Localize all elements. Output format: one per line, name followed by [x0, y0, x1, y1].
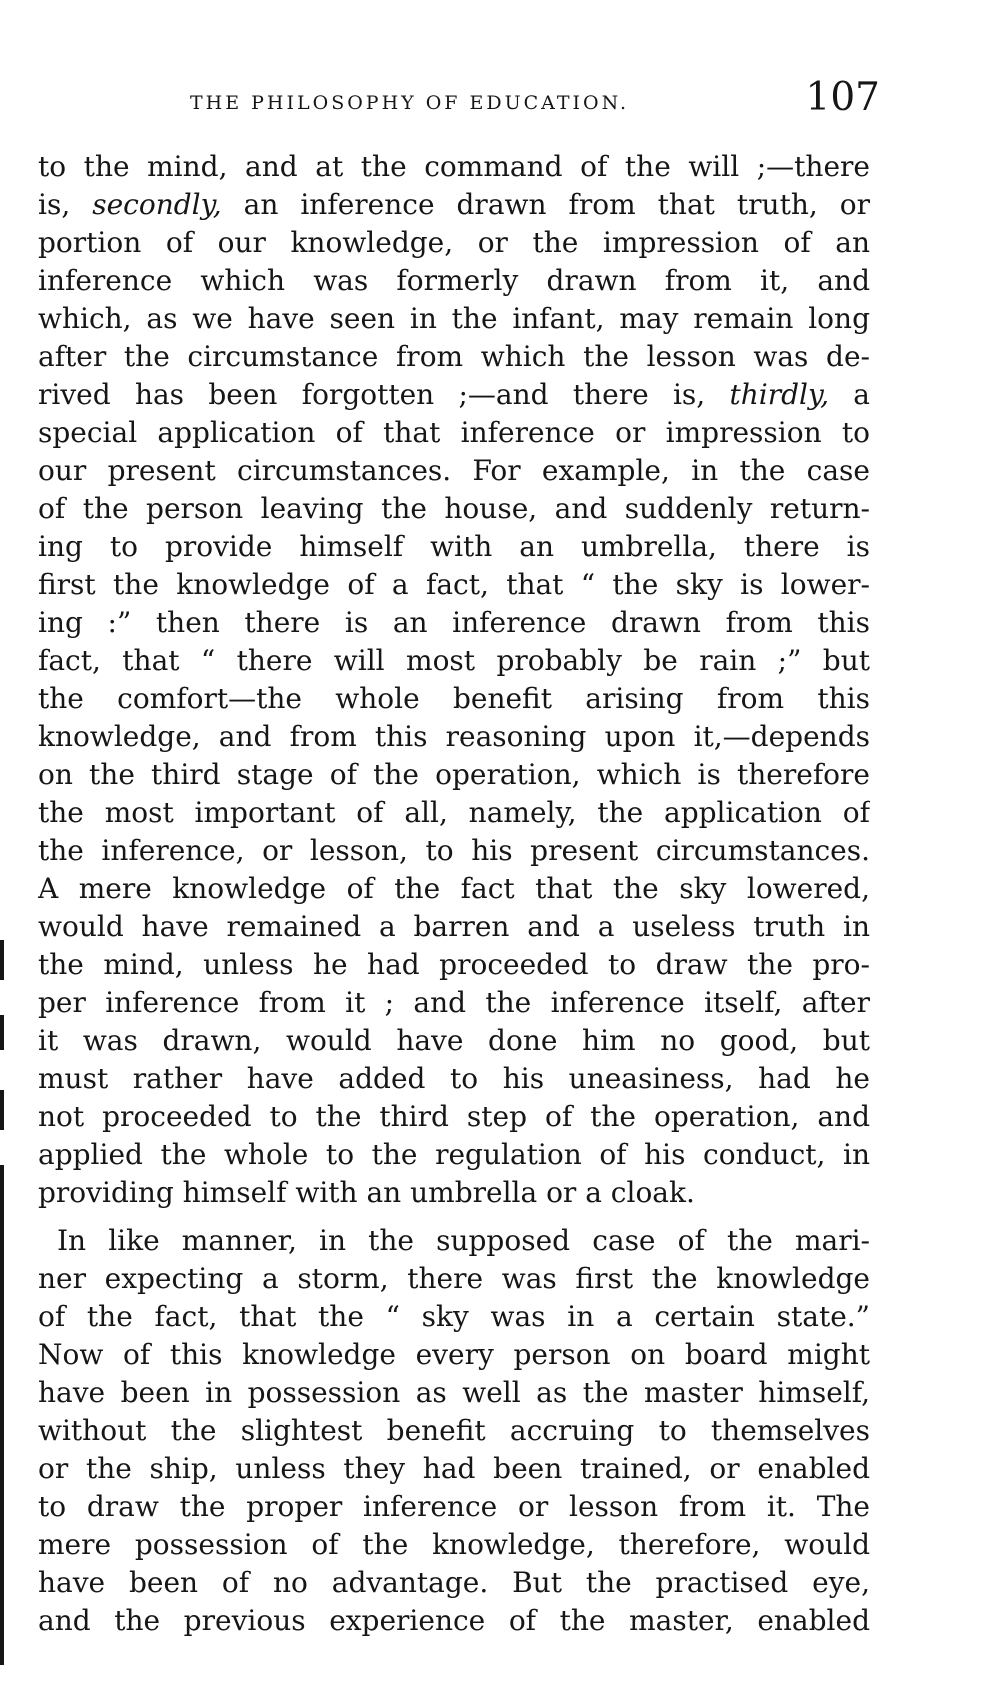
text-line: mere possession of the knowledge, therefore, would	[38, 1528, 870, 1561]
text-line: of the person leaving the house, and suddenly return-	[38, 492, 870, 525]
text-line: the comfort—the whole benefit arising from this	[38, 682, 870, 715]
text-line: must rather have added to his uneasiness, had he	[38, 1062, 870, 1095]
page-edge-mark	[0, 1165, 4, 1665]
text-line: fact, that “ there will most probably be rain ;” but	[38, 644, 870, 677]
text-line: ing :” then there is an inference drawn from this	[38, 606, 870, 639]
text-line: on the third stage of the operation, which is therefore	[38, 758, 870, 791]
italic-word: thirdly,	[729, 378, 829, 411]
text-line: and the previous experience of the master, enabled	[38, 1604, 870, 1637]
text-line: A mere knowledge of the fact that the sky lowered,	[38, 872, 870, 905]
text-line: after the circumstance from which the lesson was de-	[38, 340, 870, 373]
text-line: it was drawn, would have done him no good, but	[38, 1024, 870, 1057]
text-line: or the ship, unless they had been trained, or enabled	[38, 1452, 870, 1485]
text-line: knowledge, and from this reasoning upon it,—depends	[38, 720, 870, 753]
italic-word: secondly,	[92, 188, 222, 221]
text-line: Now of this knowledge every person on board might	[38, 1338, 870, 1371]
text-line: special application of that inference or impression to	[38, 416, 870, 449]
text-line: the most important of all, namely, the application of	[38, 796, 870, 829]
text-line: providing himself with an umbrella or a cloak.	[38, 1176, 695, 1209]
text-fragment: a	[853, 378, 870, 411]
text-line: to draw the proper inference or lesson from it. The	[38, 1490, 870, 1523]
text-line: portion of our knowledge, or the impression of an	[38, 226, 870, 259]
text-line: would have remained a barren and a useless truth in	[38, 910, 870, 943]
text-fragment: an inference drawn from that truth, or	[243, 188, 870, 221]
text-line: our present circumstances. For example, in the case	[38, 454, 870, 487]
text-line: have been in possession as well as the master himself,	[38, 1376, 870, 1409]
text-line: In like manner, in the supposed case of the mari-	[57, 1224, 870, 1257]
text-line: have been of no advantage. But the practised eye,	[38, 1566, 870, 1599]
text-line: per inference from it ; and the inference itself, after	[38, 986, 870, 1019]
text-fragment: rived has been forgotten ;—and there is,	[38, 378, 706, 411]
page-edge-mark	[0, 940, 4, 980]
text-line: first the knowledge of a fact, that “ the sky is lower-	[38, 568, 870, 601]
body-text	[38, 148, 870, 1640]
text-line: the mind, unless he had proceeded to draw the pro-	[38, 948, 870, 981]
text-line: the inference, or lesson, to his present circumstances.	[38, 834, 870, 867]
running-head: THE PHILOSOPHY OF EDUCATION.	[190, 92, 630, 114]
text-line	[38, 376, 870, 414]
page-edge-mark	[0, 1015, 4, 1050]
text-line: to the mind, and at the command of the will ;—there	[38, 150, 870, 183]
paragraph-gap	[38, 1212, 870, 1222]
text-line: ner expecting a storm, there was first the knowledge	[38, 1262, 870, 1295]
page-number: 107	[805, 75, 880, 120]
page-edge-mark	[0, 1090, 4, 1130]
text-line: ing to provide himself with an umbrella, there is	[38, 530, 870, 563]
text-line: not proceeded to the third step of the operation, and	[38, 1100, 870, 1133]
text-line: of the fact, that the “ sky was in a certain state.”	[38, 1300, 870, 1333]
text-line: applied the whole to the regulation of his conduct, in	[38, 1138, 870, 1171]
page-header	[190, 75, 880, 126]
text-line	[38, 186, 870, 224]
text-fragment: is,	[38, 188, 71, 221]
text-line: without the slightest benefit accruing to themselves	[38, 1414, 870, 1447]
text-line: inference which was formerly drawn from it, and	[38, 264, 870, 297]
text-line: which, as we have seen in the infant, may remain long	[38, 302, 870, 335]
